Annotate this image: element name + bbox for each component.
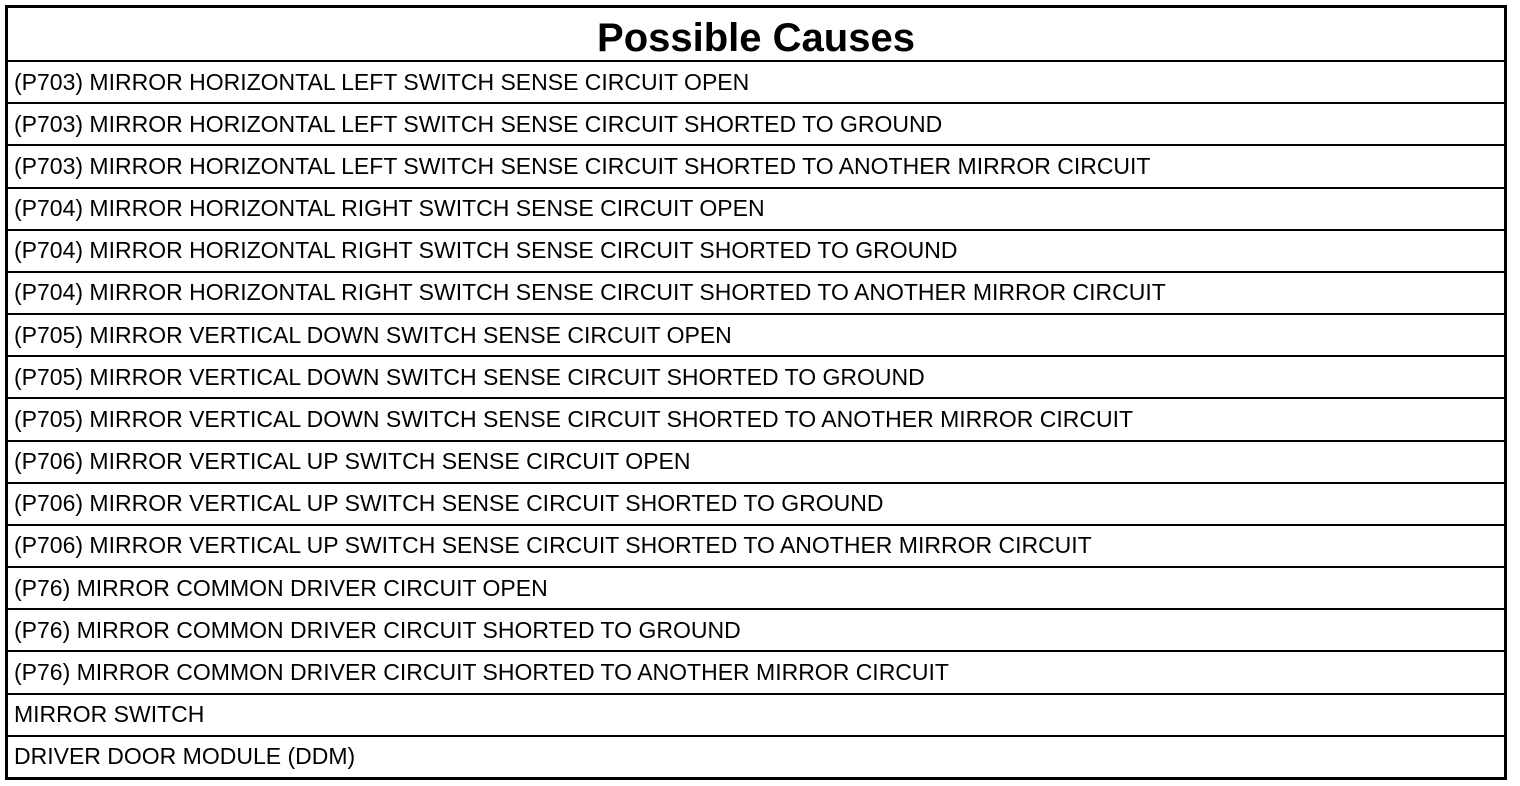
table-row: (P705) MIRROR VERTICAL DOWN SWITCH SENSE CIRCUIT SHORTED TO GROUND [8, 357, 1504, 399]
table-row: MIRROR SWITCH [8, 695, 1504, 737]
table-row: (P703) MIRROR HORIZONTAL LEFT SWITCH SENSE CIRCUIT SHORTED TO ANOTHER MIRROR CIRCUIT [8, 146, 1504, 188]
table-row: (P76) MIRROR COMMON DRIVER CIRCUIT SHORTED TO GROUND [8, 610, 1504, 652]
table-row: (P703) MIRROR HORIZONTAL LEFT SWITCH SENSE CIRCUIT OPEN [8, 62, 1504, 104]
table-row: (P706) MIRROR VERTICAL UP SWITCH SENSE CIRCUIT SHORTED TO ANOTHER MIRROR CIRCUIT [8, 526, 1504, 568]
table-row: DRIVER DOOR MODULE (DDM) [14, 743, 356, 770]
table-row: (P76) MIRROR COMMON DRIVER CIRCUIT SHORTED TO ANOTHER MIRROR CIRCUIT [8, 652, 1504, 694]
possible-causes-table [5, 5, 1507, 780]
table-row: (P706) MIRROR VERTICAL UP SWITCH SENSE CIRCUIT SHORTED TO GROUND [8, 484, 1504, 526]
table-row: (P704) MIRROR HORIZONTAL RIGHT SWITCH SENSE CIRCUIT SHORTED TO ANOTHER MIRROR CIRCUIT [8, 273, 1504, 315]
table-rows [8, 62, 1504, 777]
table-title: Possible Causes [8, 8, 1504, 62]
table-row: (P704) MIRROR HORIZONTAL RIGHT SWITCH SENSE CIRCUIT SHORTED TO GROUND [8, 231, 1504, 273]
table-row: (P705) MIRROR VERTICAL DOWN SWITCH SENSE CIRCUIT SHORTED TO ANOTHER MIRROR CIRCUIT [8, 399, 1504, 441]
table-row: (P704) MIRROR HORIZONTAL RIGHT SWITCH SENSE CIRCUIT OPEN [8, 189, 1504, 231]
table-row: (P76) MIRROR COMMON DRIVER CIRCUIT OPEN [8, 568, 1504, 610]
table-row: (P705) MIRROR VERTICAL DOWN SWITCH SENSE CIRCUIT OPEN [8, 315, 1504, 357]
table-row: (P703) MIRROR HORIZONTAL LEFT SWITCH SENSE CIRCUIT SHORTED TO GROUND [8, 104, 1504, 146]
table-row: (P706) MIRROR VERTICAL UP SWITCH SENSE CIRCUIT OPEN [8, 442, 1504, 484]
